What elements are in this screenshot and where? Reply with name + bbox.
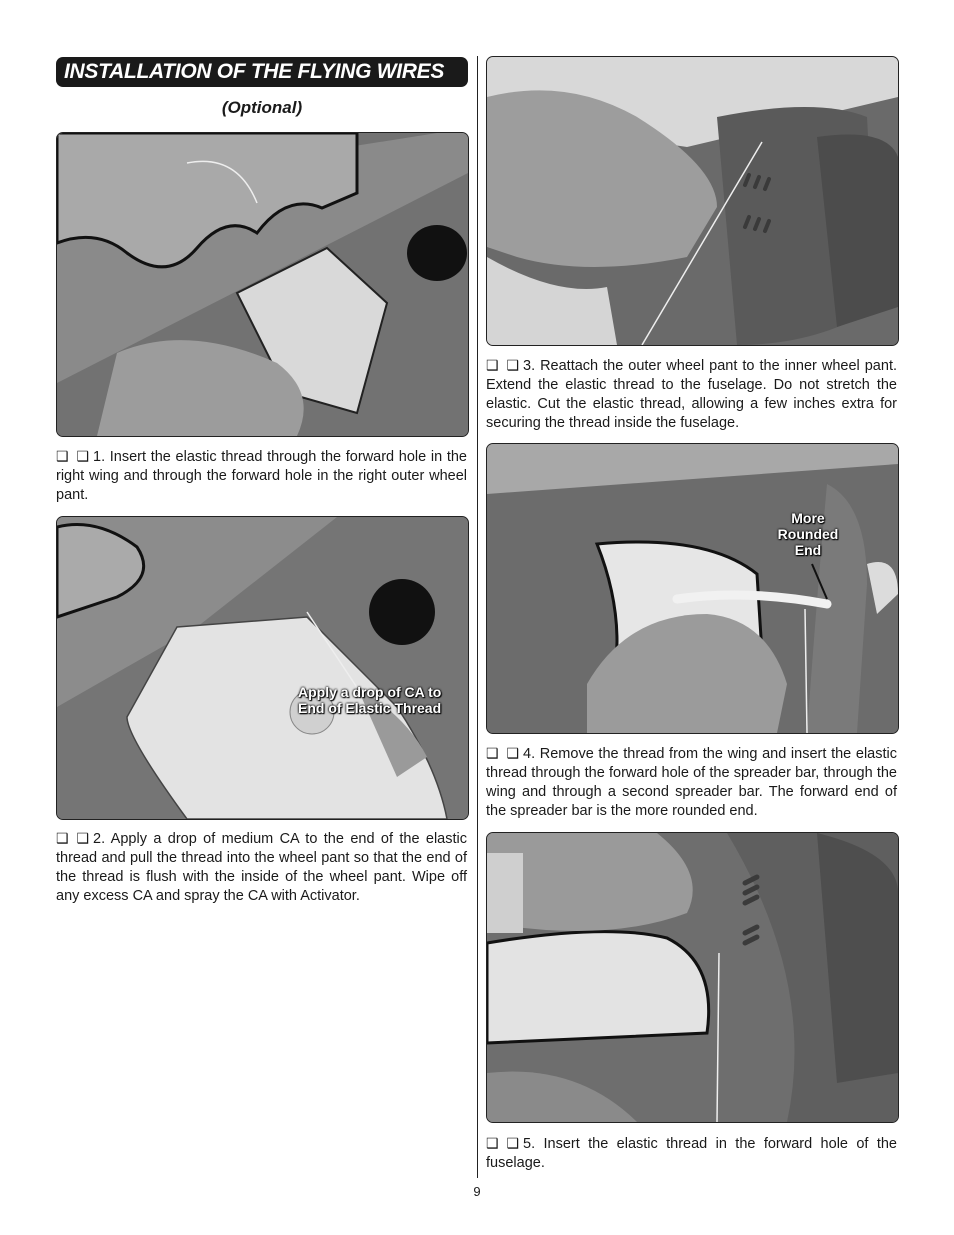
step-4-body: 4. Remove the thread from the wing and insert the elastic thread through the forward hole of the spreader bar, through the wing and through a second spreader bar. The forward end of the spreader bar is the more rounded end. (486, 746, 897, 819)
callout-line-2: Rounded (777, 526, 839, 542)
photo-step-5 (486, 832, 899, 1123)
photo-step-3 (486, 56, 899, 346)
callout-rounded-end (768, 510, 848, 558)
step-2-body: 2. Apply a drop of medium CA to the end of the elastic thread and pull the thread into the wheel pant so that the end of the thread is flush with the inside of the wheel pant. Wipe off any excess CA and spray the CA with Activator. (56, 831, 467, 904)
checkbox-icon[interactable]: ❑ ❑ (486, 1135, 521, 1151)
section-heading: INSTALLATION OF THE FLYING WIRES (56, 57, 468, 87)
photo-step-2 (56, 516, 469, 820)
callout-line-1: Apply a drop of CA to (298, 684, 442, 700)
callout-line-1: More (791, 510, 825, 526)
page-number: 9 (473, 1184, 481, 1199)
step-5-text (486, 1134, 897, 1173)
step-1-body: 1. Insert the elastic thread through the forward hole in the right wing and through the forward hole in the right outer wheel pant. (56, 449, 467, 503)
checkbox-icon[interactable]: ❑ ❑ (486, 745, 521, 761)
checkbox-icon[interactable]: ❑ ❑ (56, 448, 91, 464)
checkbox-icon[interactable]: ❑ ❑ (56, 830, 91, 846)
photo-step-1 (56, 132, 469, 437)
step-3-body: 3. Reattach the outer wheel pant to the inner wheel pant. Extend the elastic thread to the fuselage. Do not stretch the elastic. Cut the elastic thread, allowing a few inches extra for securing the thread inside the fuselage. (486, 358, 897, 431)
callout-line-2: End of Elastic Thread (298, 700, 442, 716)
step-4-text (486, 744, 897, 821)
photo-step-4 (486, 443, 899, 734)
callout-line-3: End (794, 542, 822, 558)
callout-ca-drop (298, 684, 441, 716)
column-divider (477, 56, 478, 1178)
step-1-text (56, 447, 467, 505)
step-5-body: 5. Insert the elastic thread in the forward hole of the fuselage. (486, 1136, 897, 1171)
step-3-text (486, 356, 897, 433)
step-2-text (56, 829, 467, 906)
checkbox-icon[interactable]: ❑ ❑ (486, 357, 521, 373)
section-subheading: (Optional) (221, 98, 303, 117)
